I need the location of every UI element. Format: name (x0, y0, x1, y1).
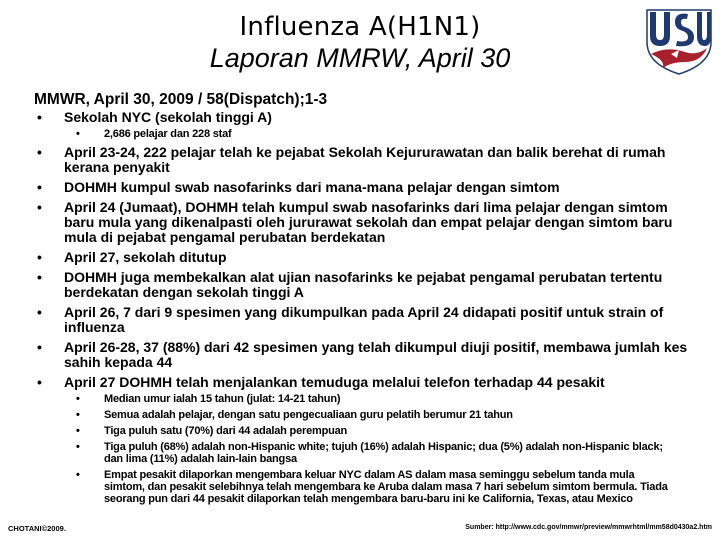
sub-list-item: • 2,686 pelajar dan 228 staf (64, 128, 696, 140)
slide-subtitle: Laporan MMRW, April 30 (209, 43, 511, 73)
sub-list-item: • Empat pesakit dilaporkan mengembara keluar NYC dalam AS dalam masa seminggu sebelum tanda mula simtom, dan pesakit selebihnya telah mengembara ke Aruba dalam masa 7 hari sebelum simtom bermula. Tiada seorang pun dari 44 pesakit dilaporkan telah mengembara baru-baru ini ke California, Texas, atau Mexico (64, 469, 696, 505)
list-item (36, 375, 696, 505)
list-item: • April 24 (Jumaat), DOHMH telah kumpul swab nasofarinks dari lima pelajar dengan simtom baru mula yang dikenalpasti oleh jururawat sekolah dan empat pelajar dengan simtom baru mula di pejabat pengamal perubatan berdekatan (36, 200, 696, 245)
list-item: • April 27, sekolah ditutup (36, 250, 696, 265)
bullet-text: Sekolah NYC (sekolah tinggi A) (64, 109, 272, 125)
sub-list-item: • Median umur ialah 15 tahun (julat: 14-21 tahun) (64, 393, 696, 405)
sub-list (64, 393, 696, 505)
sub-list-item: • Semua adalah pelajar, dengan satu pengecualiaan guru pelatih berumur 21 tahun (64, 409, 696, 421)
source-footer: Sumber: http://www.cdc.gov/mmwr/preview/mmwrhtml/mm58d0430a2.htm (465, 524, 712, 531)
list-item: • April 23-24, 222 pelajar telah ke pejabat Sekolah Kejururawatan dan balik berehat di rumah kerana penyakit (36, 145, 696, 175)
copyright-footer: CHOTANI©2009. (8, 524, 66, 533)
sub-list-item: • Tiga puluh (68%) adalah non-Hispanic white; tujuh (16%) adalah Hispanic; dua (5%) adalah non-Hispanic black; dan lima (11%) adalah lain-lain bangsa (64, 441, 696, 465)
slide-title: Influenza A(H1N1) (239, 12, 481, 42)
sub-list (64, 128, 696, 140)
list-item: • April 26, 7 dari 9 spesimen yang dikumpulkan pada April 24 didapati positif untuk strain of influenza (36, 305, 696, 335)
usu-logo-icon (641, 2, 717, 76)
list-item (36, 110, 696, 140)
bullet-list (36, 110, 696, 510)
list-item: • DOHMH juga membekalkan alat ujian nasofarinks ke pejabat pengamal perubatan tertentu berdekatan dengan sekolah tinggi A (36, 270, 696, 300)
list-item: • DOHMH kumpul swab nasofarinks dari mana-mana pelajar dengan simtom (36, 180, 696, 195)
sub-list-item: • Tiga puluh satu (70%) dari 44 adalah perempuan (64, 425, 696, 437)
bullet-text: April 27 DOHMH telah menjalankan temuduga melalui telefon terhadap 44 pesakit (64, 374, 605, 390)
report-reference: MMWR, April 30, 2009 / 58(Dispatch);1-3 (34, 91, 328, 108)
list-item: • April 26-28, 37 (88%) dari 42 spesimen yang telah dikumpul diuji positif, membawa jumlah kes sahih kepada 44 (36, 340, 696, 370)
